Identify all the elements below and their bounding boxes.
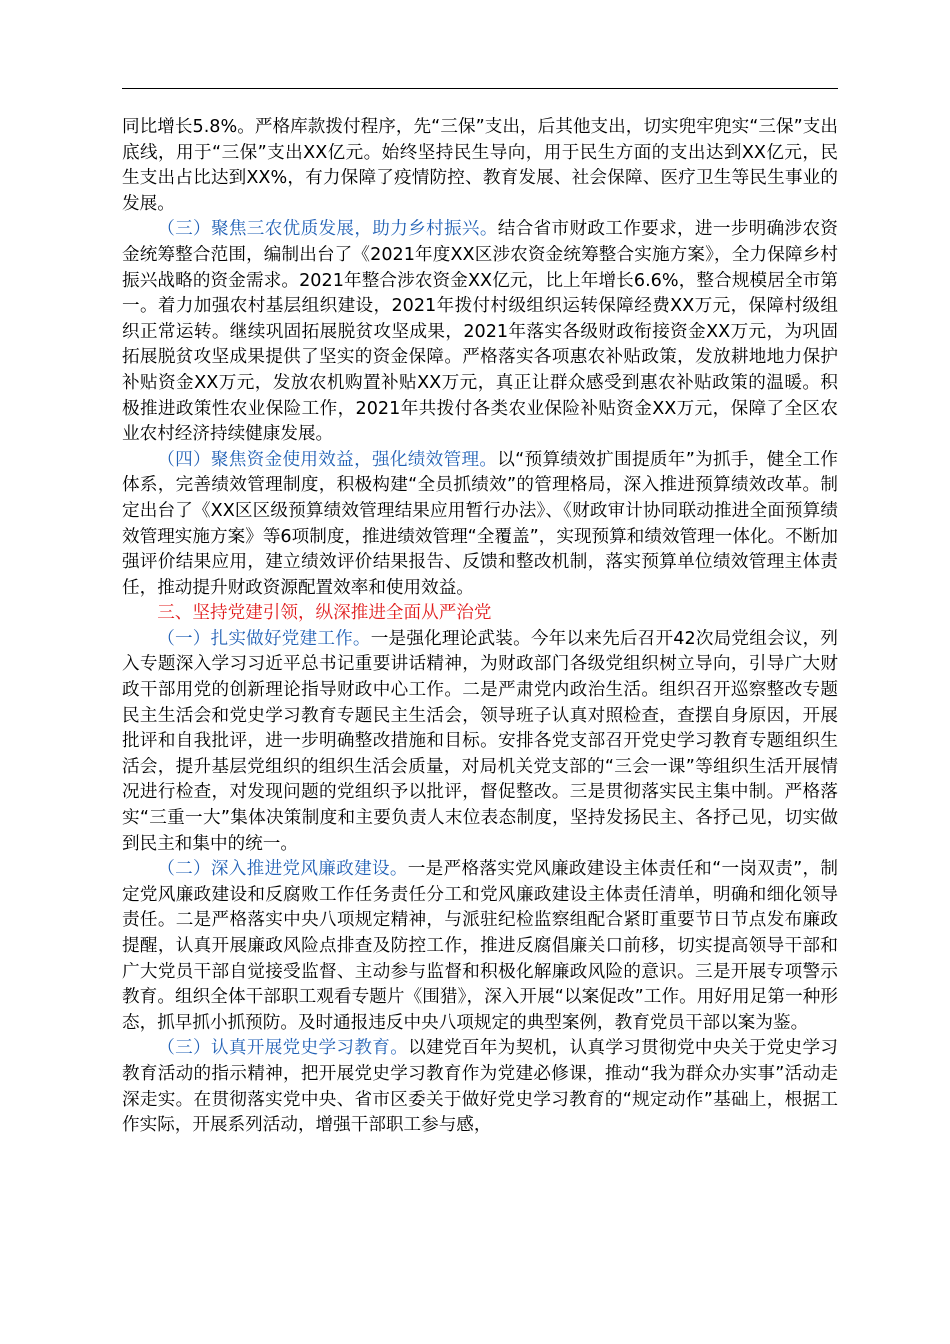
document-body	[122, 115, 838, 1139]
paragraph-party-history	[122, 1036, 838, 1138]
subheading-performance: （四）聚焦资金使用效益，强化绩效管理。	[157, 449, 498, 470]
paragraph-clean-governance	[122, 857, 838, 1036]
paragraph-performance-management	[122, 448, 838, 602]
paragraph-text: 结合省市财政工作要求，进一步明确涉农资金统筹整合范围，编制出台了《2021年度XX区涉农资金统筹整合实施方案》，全力保障乡村振兴战略的资金需求。2021年整合涉农资金XX亿元，比上年增长6.6%，整合规模居全市第一。着力加强农村基层组织建设，2021年拨付村级组织运转保障经费XX万元，保障村级组织正常运转。继续巩固拓展脱贫攻坚成果，2021年落实各级财政衔接资金XX万元，为巩固拓展脱贫攻坚成果提供了坚实的资金保障。严格落实各项惠农补贴政策，发放耕地地力保护补贴资金XX万元，发放农机购置补贴XX万元，真正让群众感受到惠农补贴政策的温暖。积极推进政策性农业保险工作，2021年共拨付各类农业保险补贴资金XX万元，保障了全区农业农村经济持续健康发展。	[122, 219, 838, 445]
subheading-rural: （三）聚焦三农优质发展，助力乡村振兴。	[157, 219, 498, 240]
subheading-party-history: （三）认真开展党史学习教育。	[157, 1038, 409, 1059]
section-heading-party-building	[122, 601, 838, 627]
paragraph-text: 一是严格落实党风廉政建设主体责任和“一岗双责”，制定党风廉政建设和反腐败工作任务责任分工和党风廉政建设主体责任清单，明确和细化领导责任。二是严格落实中央八项规定精神，与派驻纪检监察组配合紧盯重要节日节点发布廉政提醒，认真开展廉政风险点排查及防控工作，推进反腐倡廉关口前移，切实提高领导干部和广大党员干部自觉接受监督、主动参与监督和积极化解廉政风险的意识。三是开展专项警示教育。组织全体干部职工观看专题片《围猎》，深入开展“以案促改”工作。用好用足第一种形态，抓早抓小抓预防。及时通报违反中央八项规定的典型案例，教育党员干部以案为鉴。	[122, 859, 838, 1033]
paragraph-text: 以“预算绩效扩围提质年”为抓手，健全工作体系，完善绩效管理制度，积极构建“全员抓绩效”的管理格局，深入推进预算绩效改革。制定出台了《XX区区级预算绩效管理结果应用暂行办法》、《财政审计协同联动推进全面预算绩效管理实施方案》等6项制度，推进绩效管理“全覆盖”，实现预算和绩效管理一体化。不断加强评价结果应用，建立绩效评价结果报告、反馈和整改机制，落实预算单位绩效管理主体责任，推动提升财政资源配置效率和使用效益。	[122, 449, 838, 598]
subheading-clean-governance: （二）深入推进党风廉政建设。	[157, 859, 408, 880]
paragraph-text: 同比增长5.8%。严格库款拨付程序，先“三保”支出，后其他支出，切实兜牢兜实“三保”支出底线，用于“三保”支出XX亿元。始终坚持民生导向，用于民生方面的支出达到XX亿元，民生支出占比达到XX%，有力保障了疫情防控、教育发展、社会保障、医疗卫生等民生事业的发展。	[122, 117, 838, 214]
paragraph-people-livelihood	[122, 115, 838, 217]
paragraph-text: 以建党百年为契机，认真学习贯彻党中央关于党史学习教育活动的指示精神，把开展党史学习教育作为党建必修课，推动“我为群众办实事”活动走深走实。在贯彻落实党中央、省市区委关于做好党史学习教育的“规定动作”基础上，根据工作实际，开展系列活动，增强干部职工参与感，	[122, 1038, 838, 1136]
header-rule	[122, 88, 838, 89]
paragraph-text: 一是强化理论武装。今年以来先后召开42次局党组会议，列入专题深入学习习近平总书记重要讲话精神，为财政部门各级党组织树立导向，引导广大财政干部用党的创新理论指导财政中心工作。二是严肃党内政治生活。组织召开巡察整改专题民主生活会和党史学习教育专题民主生活会，领导班子认真对照检查，查摆自身原因，开展批评和自我批评，进一步明确整改措施和目标。安排各党支部召开党史学习教育专题组织生活会，提升基层党组织的组织生活会质量，对局机关党支部的“三会一课”等组织生活开展情况进行检查，对发现问题的党组织予以批评，督促整改。三是贯彻落实民主集中制。严格落实“三重一大”集体决策制度和主要负责人末位表态制度，坚持发扬民主、各抒己见，切实做到民主和集中的统一。	[122, 628, 838, 854]
paragraph-rural-revitalization	[122, 217, 838, 447]
subheading-party-work: （一）扎实做好党建工作。	[157, 628, 371, 649]
section-title: 三、坚持党建引领，纵深推进全面从严治党	[157, 603, 492, 624]
paragraph-party-building-work	[122, 627, 838, 857]
